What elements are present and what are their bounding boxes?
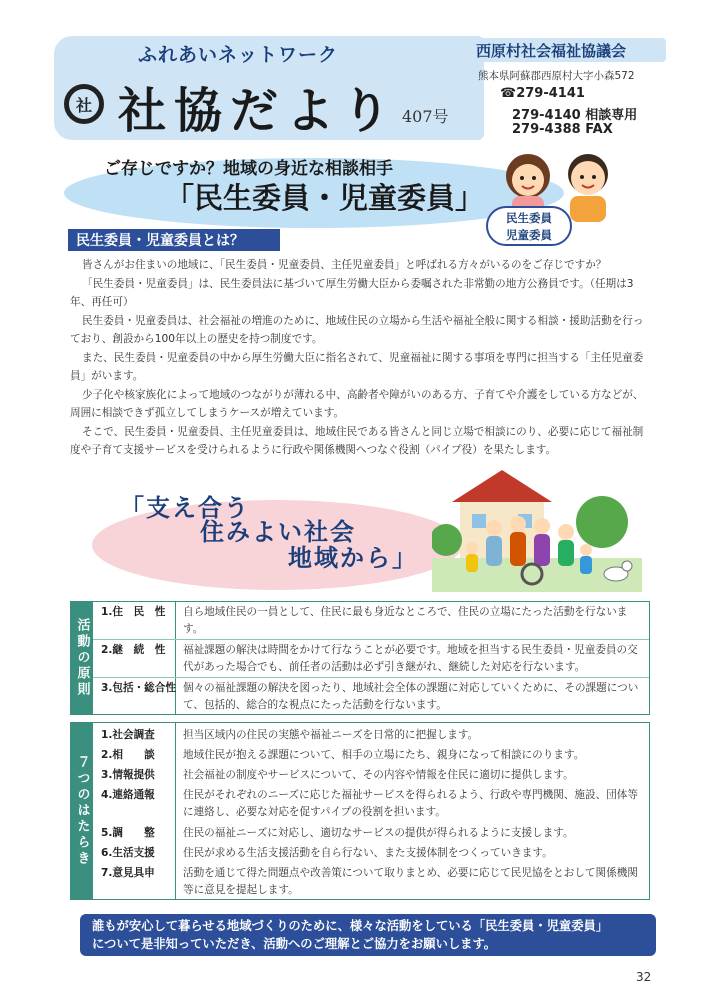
principle-term: 1.住 民 性 (101, 606, 166, 618)
function-row (95, 787, 647, 820)
function-desc: 活動を通じて得た問題点や改善策について取りまとめ、必要に応じて民児協をとおして関係機関等に意見を提起します。 (183, 867, 638, 896)
closing-line-1: 誰もが安心して暮らせる地域づくりのために、様々な活動をしている「民生委員・児童委員」 (92, 919, 609, 933)
functions-label: ７つのはたらき (71, 723, 93, 899)
principles-label: 活動の原則 (71, 602, 93, 714)
newsletter-subtitle: ふれあいネットワーク (138, 44, 339, 66)
function-row (95, 747, 647, 764)
intro-text (70, 256, 650, 460)
function-row (95, 825, 647, 842)
newsletter-title: 社協だより (118, 83, 399, 139)
function-term: 4.連絡通報 (101, 789, 155, 801)
organization-address: 熊本県阿蘇郡西原村大字小森572 (478, 70, 635, 82)
function-term: 7.意見具申 (101, 867, 155, 879)
function-row (95, 727, 647, 744)
principle-term: 2.継 続 性 (101, 644, 166, 656)
banner-question: ご存じですか？地域の身近な相談相手 (104, 159, 393, 179)
intro-paragraph: 皆さんがお住まいの地域に、「民生委員・児童委員、主任児童委員」と呼ばれる方々がいるのをご存じですか？ (82, 259, 607, 271)
function-desc: 住民が求める生活支援活動を自ら行ない、また支援体制をつくっていきます。 (183, 847, 553, 859)
function-row (95, 865, 647, 898)
slogan-line-2: 住みよい社会 (200, 518, 356, 546)
closing-line-2: について是非知っていただき、活動へのご理解とご協力をお願いします。 (92, 937, 497, 951)
principle-desc: 自ら地域住民の一員として、住民に最も身近なところで、住民の立場にたった活動を行ないます。 (183, 606, 628, 635)
logo-mark: 社 (75, 95, 92, 115)
badge-line-2: 児童委員 (506, 228, 552, 242)
council-logo (64, 84, 104, 124)
function-term: 2.相 談 (101, 749, 155, 761)
intro-paragraph: そこで、民生委員・児童委員、主任児童委員は、地域住民である皆さんと同じ立場で相談にのり、必要に応じて福祉制度や子育て支援サービスを受けられるように行政や関係機関へつなぐ役割（パイプ役）を果たします。 (70, 425, 644, 456)
principle-desc: 個々の福祉課題の解決を図ったり、地域社会全体の課題に対応していくために、その課題について、包括的、総合的な視点にたった活動を行ないます。 (183, 682, 639, 711)
principle-desc: 福祉課題の解決は時間をかけて行なうことが必要です。地域を担当する民生委員・児童委員の交代があった場合でも、前任者の活動は必ず引き継がれ、継続した対応を行ないます。 (183, 644, 638, 673)
community-family-illustration (432, 462, 642, 592)
functions-table (70, 722, 650, 900)
phone-main: ☎279-4141 (500, 86, 585, 101)
principle-row (95, 642, 647, 675)
phone-consultation: 279-4140 相談専用 (512, 108, 638, 123)
commissioner-badge (486, 206, 572, 246)
intro-paragraph: 少子化や核家族化によって地域のつながりが薄れる中、高齢者や障がいのある方、子育てや介護をしている方などが、周囲に相談できず孤立してしまうケースが増えています。 (70, 388, 644, 419)
function-row (95, 845, 647, 862)
slogan-line-1: 「支え合う (120, 494, 250, 522)
organization-name: 西原村社会福祉協議会 (436, 38, 666, 62)
principles-table (70, 601, 650, 715)
section-heading: 民生委員・児童委員とは？ (68, 229, 280, 251)
principle-row (95, 680, 647, 713)
function-desc: 担当区域内の住民の実態や福祉ニーズを日常的に把握します。 (183, 729, 479, 741)
function-desc: 地域住民が抱える課題について、相手の立場にたち、親身になって相談にのります。 (183, 749, 585, 761)
intro-paragraph: 民生委員・児童委員は、社会福祉の増進のために、地域住民の立場から生活や福祉全般に関する相談・援助活動を行っており、創設から100年以上の歴史を持つ制度です。 (70, 314, 644, 345)
intro-paragraph: 「民生委員・児童委員」は、民生委員法に基づいて厚生労働大臣から委嘱された非常勤の地方公務員です。（任期は3年、再任可） (70, 277, 634, 308)
banner-title: 「民生委員・児童委員」 (165, 181, 485, 215)
function-desc: 住民の福祉ニーズに対応し、適切なサービスの提供が得られるように支援します。 (183, 827, 574, 839)
function-row (95, 767, 647, 784)
badge-line-1: 民生委員 (506, 211, 552, 225)
function-desc: 社会福祉の制度やサービスについて、その内容や情報を住民に適切に提供します。 (183, 769, 574, 781)
page-number: 32 (636, 970, 652, 984)
function-term: 1.社会調査 (101, 729, 155, 741)
function-term: 6.生活支援 (101, 847, 155, 859)
principle-term: 3.包括・総合性 (101, 682, 176, 694)
fax-number: 279-4388 FAX (512, 122, 613, 137)
function-term: 5.調 整 (101, 827, 155, 839)
intro-paragraph: また、民生委員・児童委員の中から厚生労働大臣に指名されて、児童福祉に関する事項を専門に担当する「主任児童委員」がいます。 (70, 351, 644, 382)
slogan-line-3: 地域から」 (288, 544, 418, 572)
closing-message (80, 914, 656, 956)
function-desc: 住民がそれぞれのニーズに応じた福祉サービスを得られるよう、行政や専門機関、施設、団体等に連絡し、必要な対応を促すパイプの役割を担います。 (183, 789, 638, 818)
principle-row (95, 604, 647, 637)
function-term: 3.情報提供 (101, 769, 155, 781)
issue-number: 407号 (402, 107, 449, 126)
